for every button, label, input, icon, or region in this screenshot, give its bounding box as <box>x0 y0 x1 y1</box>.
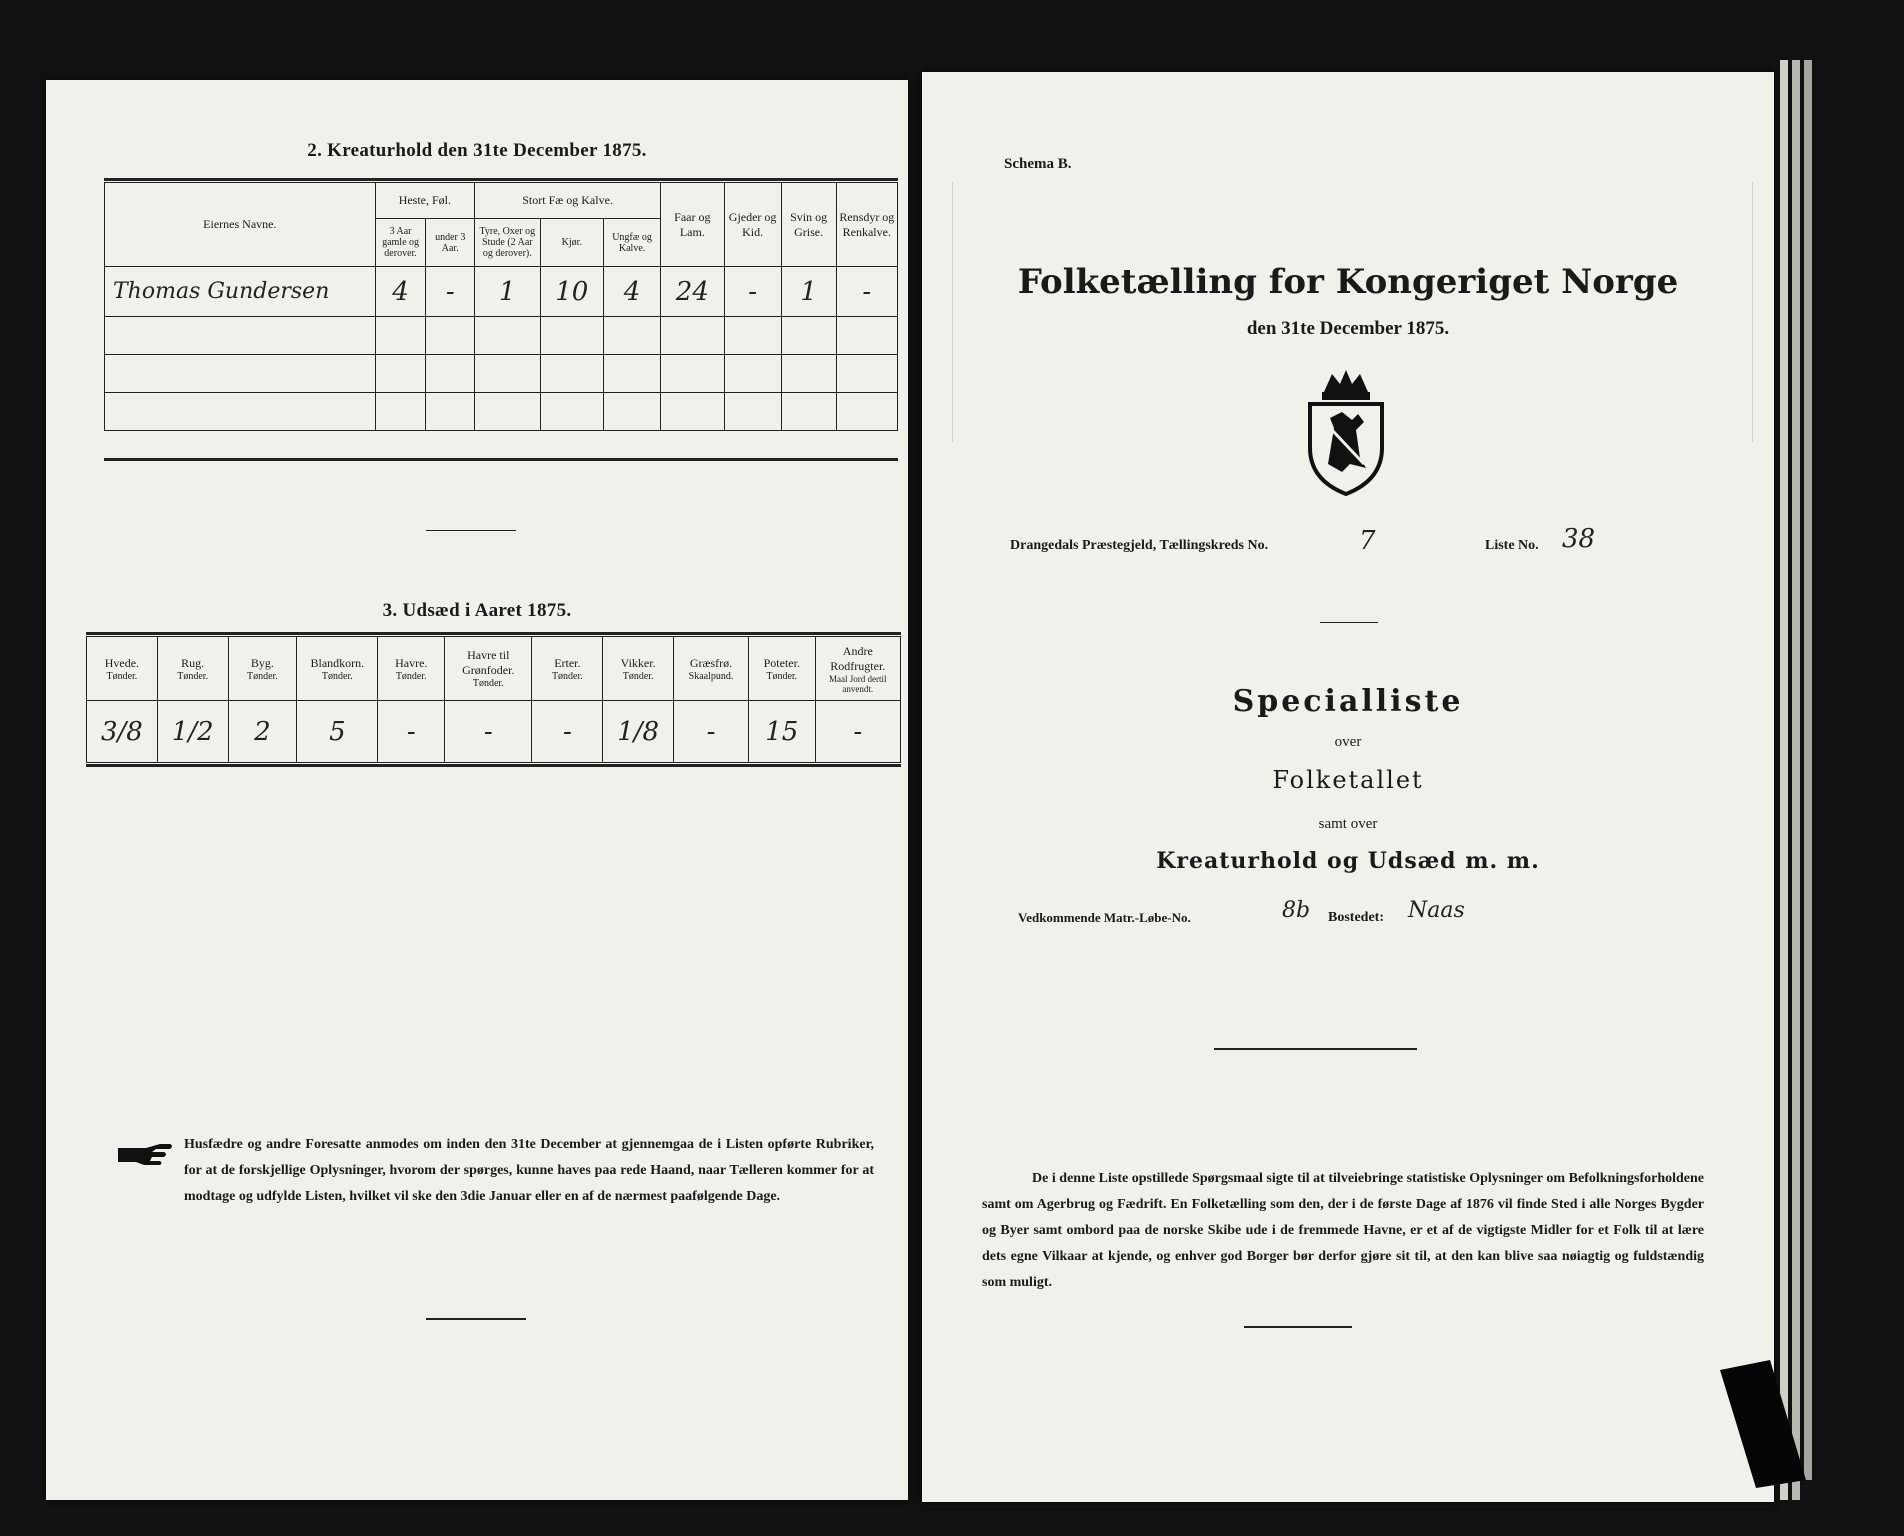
goats-header: Gjeder og Kid. <box>724 183 781 267</box>
table-cell: - <box>836 267 897 317</box>
seed-header <box>157 637 228 701</box>
bulls-header: Tyre, Oxer og Stude (2 Aar og derover). <box>475 219 541 267</box>
seed-title: 3. Udsæd i Aaret 1875. <box>382 600 572 621</box>
schema-label: Schema B. <box>1004 156 1072 172</box>
census-notice: De i denne Liste opstillede Spørgsmaal sigte til at tilveiebringe statistiske Oplysninger om Befolkningsforholdene samt om Agerbrug og Fædrift. En Folketælling som den, der i de første Dage af 1876 vil finde Sted i alle Norges Bygder og Byer samt ombord paa de norske Skibe ude i de fremmede Havne, er et af de vigtigste Midler for et Folk til at lære dets egne Vilkaar at kjende, og enhver god Borger bør derfor gjøre sit til, at den kan blive saa nøiagtig og fuldstændig som muligt. <box>982 1171 1704 1290</box>
table-cell: - <box>445 701 532 763</box>
matr-number: 8b <box>1282 898 1311 923</box>
table-cell: 5 <box>297 701 378 763</box>
empty-row <box>105 355 898 393</box>
unit-label: Tønder. <box>246 670 278 682</box>
crop-label: Græsfrø. <box>689 655 733 670</box>
seed-header <box>603 637 674 701</box>
seed-header <box>228 637 297 701</box>
bosted-label: Bostedet: <box>1328 910 1384 925</box>
folketallet-heading: Folketallet <box>1272 766 1424 794</box>
seed-header <box>297 637 378 701</box>
pointing-hand-icon <box>116 1140 176 1170</box>
parish-label: Drangedals Præstegjeld, Tællingskreds No. <box>1010 538 1269 553</box>
crop-label: Hvede. <box>104 655 140 670</box>
bleed-through-text <box>1562 182 1753 442</box>
table-cell: - <box>378 701 445 763</box>
specialliste-heading: Specialliste <box>1232 684 1464 719</box>
pigs-header: Svin og Grise. <box>781 183 836 267</box>
unit-label: Skaalpund. <box>688 670 734 682</box>
table-cell: 3/8 <box>87 701 158 763</box>
unit-label: Tønder. <box>395 670 427 682</box>
table-cell: 1 <box>475 267 541 317</box>
table-cell: 1/8 <box>603 701 674 763</box>
bleed-through-text <box>952 182 1133 442</box>
left-page <box>46 80 908 1500</box>
unit-label: Tønder. <box>551 670 583 682</box>
norwegian-coat-of-arms-icon <box>1302 368 1390 498</box>
matr-label: Vedkommende Matr.-Løbe-No. <box>1018 910 1191 925</box>
table-cell: 1 <box>781 267 836 317</box>
divider <box>426 1318 526 1320</box>
table-cell: 4 <box>375 267 426 317</box>
district-number: 7 <box>1359 526 1376 556</box>
seed-header <box>87 637 158 701</box>
table-cell: 4 <box>604 267 661 317</box>
unit-label: Tønder. <box>177 670 209 682</box>
household-notice: Husfædre og andre Foresatte anmodes om inden den 31te December at gjennemgaa de i Listen opførte Rubriker, for at de forskjellige Oplysninger, hvorom der spørges, kunne haves paa rede Haand, naar Tælleren kommer for at modtage og udfylde Listen, hvilket vil ske den 3die Januar eller en af de nærmest paafølgende Dage. <box>184 1137 874 1204</box>
crop-label: Byg. <box>250 655 274 670</box>
divider <box>1320 622 1378 623</box>
seed-header <box>674 637 749 701</box>
unit-label: Tønder. <box>766 670 798 682</box>
crop-label: Poteter. <box>763 655 800 670</box>
seed-header <box>532 637 603 701</box>
table-cell: - <box>674 701 749 763</box>
crop-label: Andre Rodfrugter. <box>830 643 886 673</box>
empty-row <box>105 317 898 355</box>
seed-header <box>378 637 445 701</box>
empty-row <box>105 393 898 431</box>
cows-header: Kjør. <box>540 219 603 267</box>
divider <box>1244 1326 1352 1328</box>
list-number: 38 <box>1562 524 1596 554</box>
unit-label: Maal Jord dertil anvendt. <box>829 673 887 694</box>
owner-name-header: Eiernes Navne. <box>105 183 376 267</box>
horses-old-header: 3 Aar gamle og derover. <box>375 219 426 267</box>
crop-label: Erter. <box>554 655 581 670</box>
table-cell: 24 <box>661 267 724 317</box>
horses-header: Heste, Føl. <box>375 183 474 219</box>
young-cattle-header: Ungfæ og Kalve. <box>604 219 661 267</box>
owner-name-cell: Thomas Gundersen <box>105 267 376 317</box>
table-cell: 10 <box>540 267 603 317</box>
horses-young-header: under 3 Aar. <box>426 219 475 267</box>
over-label: over <box>1334 734 1362 750</box>
census-title: Folketælling for Kongeriget Norge <box>1017 262 1679 302</box>
kreaturhold-heading: Kreaturhold og Udsæd m. m. <box>1156 848 1540 874</box>
list-label: Liste No. <box>1485 538 1539 553</box>
cattle-header: Stort Fæ og Kalve. <box>475 183 661 219</box>
unit-label: Tønder. <box>106 670 138 682</box>
seed-table <box>86 636 901 763</box>
right-page <box>922 72 1774 1502</box>
divider <box>426 530 516 531</box>
seed-header <box>748 637 815 701</box>
page-edge <box>1792 60 1800 1500</box>
crop-label: Havre. <box>395 655 428 670</box>
bosted-value: Naas <box>1408 898 1465 923</box>
table-bottom-rule <box>104 458 898 461</box>
seed-header <box>445 637 532 701</box>
table-cell: 2 <box>228 701 297 763</box>
crop-label: Rug. <box>181 655 205 670</box>
crop-label: Havre til Grønfoder. <box>462 648 515 677</box>
table-cell: 15 <box>748 701 815 763</box>
seed-top-rule <box>86 632 901 635</box>
unit-label: Tønder. <box>472 678 504 689</box>
census-date: den 31te December 1875. <box>1246 318 1450 339</box>
unit-label: Tønder. <box>622 670 654 682</box>
seed-header <box>815 637 900 701</box>
livestock-table <box>104 182 898 431</box>
crop-label: Blandkorn. <box>310 655 365 670</box>
divider <box>1214 1048 1417 1050</box>
table-cell: - <box>532 701 603 763</box>
page-edge <box>1780 60 1788 1500</box>
samt-over-label: samt over <box>1318 816 1378 832</box>
unit-label: Tønder. <box>321 670 353 682</box>
table-top-rule <box>104 178 898 181</box>
table-cell: 1/2 <box>157 701 228 763</box>
seed-bottom-rule <box>86 764 901 767</box>
table-cell: - <box>815 701 900 763</box>
table-cell: - <box>724 267 781 317</box>
crop-label: Vikker. <box>620 655 656 670</box>
sheep-header: Faar og Lam. <box>661 183 724 267</box>
reindeer-header: Rensdyr og Renkalve. <box>836 183 897 267</box>
table-cell: - <box>426 267 475 317</box>
livestock-title: 2. Kreaturhold den 31te December 1875. <box>307 140 647 161</box>
page-edge <box>1804 60 1812 1480</box>
binder-clip <box>1690 1360 1810 1490</box>
